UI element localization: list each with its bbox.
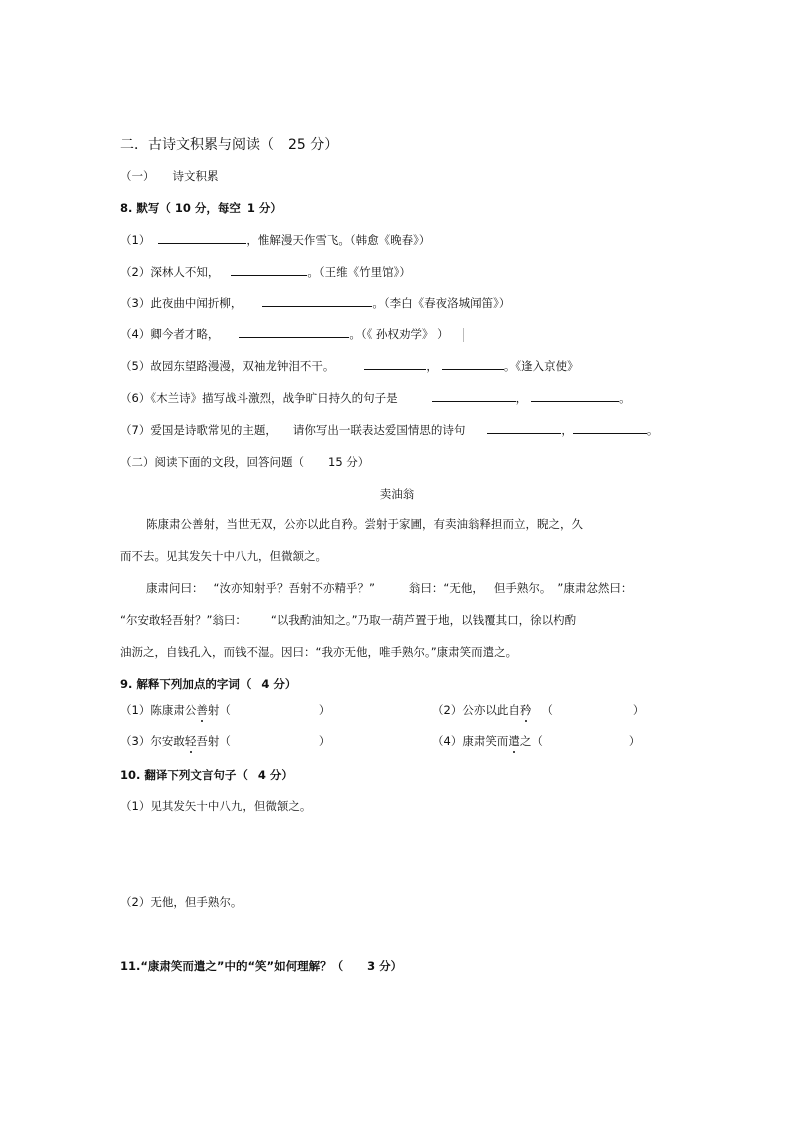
q8-item-6-after: 。	[619, 391, 631, 405]
q11-score: 3 分）	[367, 959, 403, 973]
q9-item-text: ）	[318, 703, 331, 717]
passage-text: 康肃问曰：	[146, 581, 204, 595]
answer-blank[interactable]	[364, 358, 426, 370]
part-two-text: （二）阅读下面的文段，回答问题（	[120, 455, 304, 469]
dotted-word: 善	[196, 703, 208, 717]
answer-blank[interactable]	[262, 295, 372, 307]
part-one-name: 诗文积累	[172, 169, 219, 183]
passage-paragraph-2b	[120, 612, 576, 628]
q9-title-text: 9. 解释下列加点的字词（	[120, 677, 252, 691]
q9-item-text: （1）陈康肃公	[120, 703, 197, 717]
dotted-word: 矜	[519, 703, 532, 717]
q8-item-7-mid: ，	[561, 423, 573, 437]
q8-item-6	[120, 390, 631, 406]
question-9-title	[120, 676, 296, 692]
dotted-word: 遣	[508, 734, 520, 748]
question-10-title	[120, 767, 293, 783]
question-8-title	[120, 200, 282, 216]
q8-item-6-mid: ，	[515, 391, 528, 405]
q8-item-4-after: 。（《 孙权劝学》 ）	[349, 327, 449, 341]
passage-title: 卖油翁	[379, 487, 415, 501]
part-one-heading	[120, 168, 219, 184]
q9-score: 4 分）	[261, 677, 297, 691]
q9-item-text: ）	[628, 734, 641, 748]
q8-item-4-pre: （4）卿今者才略，	[120, 327, 220, 341]
part-two-heading	[120, 454, 369, 470]
section-score: 25 分）	[288, 137, 339, 153]
q9-item-3	[120, 733, 330, 749]
q8-item-7-pre: （7）爱国是诗歌常见的主题，	[120, 423, 277, 437]
q9-item-text: 之（	[519, 734, 543, 748]
q9-item-text: 射（	[207, 703, 231, 717]
q8-item-3-after: 。（李白《春夜洛城闻笛》）	[372, 296, 511, 310]
q10-sentence-1: （1）见其发矢十中八九，但微颔之。	[120, 799, 312, 813]
question-11-title	[120, 958, 402, 974]
q8-item-5	[120, 358, 579, 374]
q8-item-7-pre2: 请你写出一联表达爱国情思的诗句	[292, 423, 466, 437]
q8-item-1	[120, 232, 430, 248]
q9-item-text: （	[541, 703, 553, 717]
q8-item-3-pre: （3）此夜曲中闻折柳，	[120, 296, 243, 310]
q10-sentence-2: （2）无他，但手熟尔。	[120, 895, 243, 909]
answer-blank[interactable]	[158, 232, 246, 244]
q9-item-text: （2）公亦以此自	[432, 703, 520, 717]
passage-text: ”康肃忿然曰：	[557, 581, 633, 595]
q8-item-1-after: ，惟解漫天作雪飞。（韩愈《晚春》）	[246, 233, 431, 247]
answer-blank[interactable]	[531, 390, 619, 402]
q8-item-7-after: 。	[646, 423, 659, 437]
q9-item-text: 吾射（	[196, 734, 231, 748]
section-heading	[120, 136, 338, 154]
passage-text: 翁曰：“无他，	[408, 581, 484, 595]
q8-item-5-after: 。《逢入京使》	[503, 359, 579, 373]
q8-item-5-pre: （5）故园东望路漫漫，双袖龙钟泪不干。	[120, 359, 335, 373]
q11-title-text: 11.“康肃笑而遣之”中的“笑”如何理解？（	[120, 959, 344, 973]
q8-title-pre: 8. 默写（ 10 分，每空	[120, 201, 241, 215]
q9-item-2	[432, 702, 644, 718]
q9-item-text: ）	[318, 734, 331, 748]
q8-item-4	[120, 326, 464, 342]
q10-score: 4 分）	[257, 768, 293, 782]
q8-item-6-pre: （6）《木兰诗》描写战斗激烈，战争旷日持久的句子是	[120, 391, 398, 405]
answer-blank[interactable]	[432, 390, 516, 402]
answer-blank[interactable]	[231, 264, 307, 276]
answer-blank[interactable]	[239, 326, 349, 338]
q8-title-post: 1 分）	[246, 201, 282, 215]
part-one-label: （一）	[120, 169, 155, 183]
passage-text: “以我酌油知之。”乃取一葫芦置于地，以钱覆其口，徐以杓酌	[270, 613, 577, 627]
q8-item-2	[120, 264, 411, 280]
q8-item-2-after: 。（王维《竹里馆》）	[307, 265, 411, 279]
q8-item-3	[120, 295, 510, 311]
q10-title-text: 10. 翻译下列文言句子（	[120, 768, 248, 782]
q9-item-text: （4）康肃笑而	[432, 734, 509, 748]
q8-item-2-pre: （2）深林人不知，	[120, 265, 220, 279]
q8-item-7	[120, 422, 658, 438]
q9-item-text: （3）尔安敢	[120, 734, 185, 748]
section-title: 二．古诗文积累与阅读（	[120, 137, 274, 153]
passage-text: “尔安敢轻吾射？”翁曰：	[120, 613, 247, 627]
q9-item-4	[432, 733, 640, 749]
part-two-score: 15 分）	[328, 455, 370, 469]
passage-paragraph-2c: 油沥之，自钱孔入，而钱不湿。因曰：“我亦无他，唯手熟尔。”康肃笑而遣之。	[120, 645, 518, 659]
q9-item-1	[120, 702, 330, 718]
answer-blank[interactable]	[573, 422, 647, 434]
answer-blank[interactable]	[487, 422, 561, 434]
text-cursor-mark	[463, 328, 464, 342]
dotted-word: 轻	[184, 734, 197, 748]
answer-blank[interactable]	[442, 358, 504, 370]
q9-item-text: ）	[632, 703, 645, 717]
passage-paragraph-1a: 陈康肃公善射，当世无双，公亦以此自矜。尝射于家圃，有卖油翁释担而立，睨之，久	[146, 517, 583, 531]
passage-text: “汝亦知射乎？吾射不亦精乎？”	[213, 581, 375, 595]
passage-paragraph-2a	[146, 580, 632, 596]
passage-paragraph-1b: 而不去。见其发矢十中八九，但微颔之。	[120, 549, 327, 563]
q8-item-1-num: （1）	[120, 233, 151, 247]
q8-item-5-mid: ，	[426, 359, 438, 373]
passage-text: 但手熟尔。	[493, 581, 552, 595]
